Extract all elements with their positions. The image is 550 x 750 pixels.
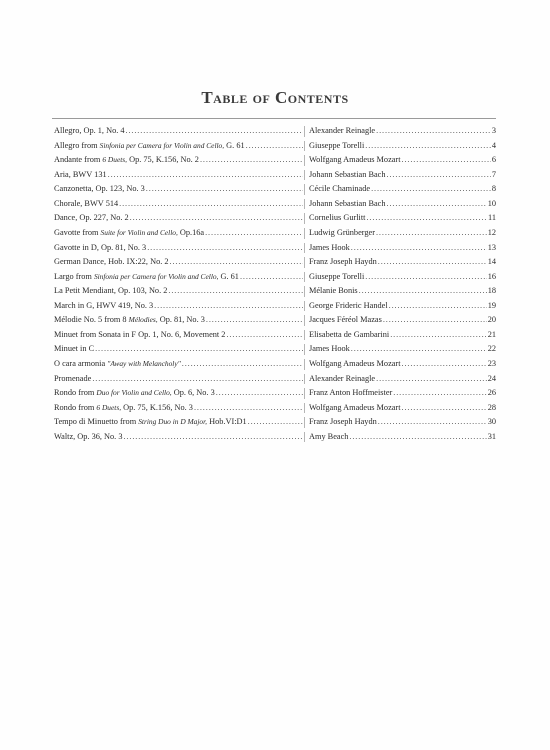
page-number: 26 [487, 388, 496, 398]
piece-title-suffix: Op.16a [177, 227, 205, 237]
column-divider [304, 257, 305, 268]
toc-composer [309, 357, 496, 372]
leader-dots [119, 197, 303, 212]
toc-composer [309, 197, 496, 212]
page-number: 3 [491, 126, 496, 135]
toc-entry[interactable] [54, 342, 496, 357]
column-divider [304, 374, 305, 385]
toc-piece [54, 313, 304, 328]
leader-dots [194, 401, 303, 416]
leader-dots [92, 372, 303, 387]
composer-name: Amy Beach [309, 431, 349, 441]
leader-dots [387, 197, 487, 212]
leader-dots [376, 372, 487, 387]
toc-composer [309, 342, 496, 357]
piece-title-suffix: Hob.VI:D1 [207, 417, 247, 427]
column-divider [304, 199, 305, 210]
leader-dots [200, 153, 303, 168]
title-rule [52, 118, 496, 119]
piece-title-suffix: Op. 6, No. 3 [171, 388, 215, 398]
piece-title-text: Minuet from Sonata in F Op. 1, No. 6, Movement 2 [54, 329, 226, 339]
leader-dots [376, 124, 491, 139]
piece-title-text: Rondo from [54, 388, 97, 398]
piece-title [54, 241, 146, 256]
piece-title-italic: Duo for Violin and Cello, [96, 388, 172, 398]
toc-piece [54, 415, 304, 430]
composer-name: Ludwig Grünberger [309, 227, 375, 237]
piece-title [54, 328, 225, 343]
piece-title [54, 372, 91, 387]
page-number: 22 [487, 344, 496, 354]
piece-title-text: German Dance, Hob. IX:22, No. 2 [54, 257, 169, 267]
toc-piece [54, 124, 304, 139]
piece-title-text: Andante from [54, 155, 103, 165]
toc-composer [309, 139, 496, 154]
page-number: 23 [487, 359, 496, 368]
column-divider [304, 388, 305, 399]
toc-piece [54, 241, 304, 256]
toc-entry[interactable] [54, 284, 496, 299]
page-number: 4 [491, 140, 496, 150]
leader-dots [402, 401, 487, 416]
leader-dots [182, 357, 303, 372]
leader-dots [402, 153, 491, 168]
piece-title-text: Dance, Op. 227, No. 2 [54, 213, 129, 223]
piece-title-italic: Suite for Violin and Cello, [100, 227, 178, 237]
piece-title-text: Mélodie No. 5 from 8 [54, 315, 129, 325]
composer-name: Alexander Reinagle [309, 126, 376, 135]
page-number: 6 [491, 155, 496, 165]
toc-composer [309, 182, 496, 197]
piece-title-italic: String Duo in D Major, [138, 417, 208, 427]
piece-title-text: Aria, BWV 131 [54, 169, 107, 179]
toc-entry[interactable] [54, 415, 496, 430]
page-number: 21 [487, 329, 496, 339]
piece-title-text: Minuet in C [54, 344, 95, 354]
composer-name: Mélanie Bonis [309, 286, 358, 296]
toc-entry[interactable] [54, 255, 496, 270]
column-divider [304, 330, 305, 341]
composer-name: Wolfgang Amadeus Mozart [309, 359, 401, 368]
leader-dots [402, 357, 487, 372]
leader-dots [365, 270, 486, 285]
toc-entry[interactable] [54, 386, 496, 401]
piece-title-italic: 6 Duets, [102, 155, 128, 165]
piece-title-text: Tempo di Minuetto from [54, 417, 139, 427]
piece-title [54, 299, 153, 314]
piece-title [54, 153, 199, 168]
piece-title [54, 182, 145, 197]
toc-entry[interactable] [54, 430, 496, 445]
composer-name: Franz Anton Hoffmeister [309, 388, 393, 398]
column-divider [304, 417, 305, 428]
toc-entry[interactable] [54, 153, 496, 168]
page-number: 28 [487, 402, 496, 412]
toc-piece [54, 182, 304, 197]
leader-dots [351, 241, 487, 256]
toc-piece [54, 342, 304, 357]
toc-composer [309, 386, 496, 401]
page-number: 31 [487, 431, 496, 441]
leader-dots [108, 168, 303, 183]
leader-dots [205, 226, 303, 241]
toc-entry[interactable] [54, 372, 496, 387]
column-divider [304, 126, 305, 137]
toc-piece [54, 372, 304, 387]
piece-title-text: La Petit Mendiant, Op. 103, No. 2 [54, 286, 168, 296]
composer-name: Franz Joseph Haydn [309, 417, 377, 427]
piece-title-text: Promenade [54, 373, 92, 383]
piece-title-text: March in G, HWV 419, No. 3 [54, 300, 154, 310]
page-number: 24 [487, 373, 496, 383]
toc-piece [54, 401, 304, 416]
composer-name: Jacques Féréol Mazas [309, 315, 382, 325]
toc-piece [54, 168, 304, 183]
piece-title [54, 226, 204, 241]
piece-title-text: Gavotte from [54, 227, 101, 237]
toc-composer [309, 153, 496, 168]
piece-title [54, 357, 181, 372]
piece-title-italic: "Away with Melancholy" [107, 359, 181, 368]
composer-name: Giuseppe Torelli [309, 140, 365, 150]
toc-piece [54, 211, 304, 226]
toc-piece [54, 139, 304, 154]
leader-dots [170, 255, 303, 270]
leader-dots [366, 211, 487, 226]
column-divider [304, 301, 305, 312]
page-number: 10 [487, 198, 496, 208]
page-number: 13 [487, 242, 496, 252]
leader-dots [246, 139, 303, 154]
page-number: 11 [488, 213, 496, 223]
column-divider [304, 184, 305, 195]
composer-name: Wolfgang Amadeus Mozart [309, 402, 401, 412]
composer-name: James Hook [309, 344, 350, 354]
column-divider [304, 286, 305, 297]
piece-title [54, 124, 125, 139]
piece-title-italic: Mélodies, [128, 315, 158, 325]
toc-piece [54, 197, 304, 212]
leader-dots [365, 139, 491, 154]
leader-dots [206, 313, 303, 328]
page-number: 14 [487, 257, 496, 267]
toc-composer [309, 241, 496, 256]
leader-dots [216, 386, 303, 401]
leader-dots [123, 430, 303, 445]
leader-dots [390, 328, 487, 343]
column-divider [304, 432, 305, 443]
toc-piece [54, 270, 304, 285]
piece-title [54, 168, 107, 183]
piece-title-suffix: Op. 75, K.156, No. 2 [127, 155, 199, 165]
piece-title-suffix: Op. 81, No. 3 [157, 315, 205, 325]
toc-composer [309, 226, 496, 241]
piece-title-suffix: G. 61 [224, 140, 245, 150]
toc-entry[interactable] [54, 182, 496, 197]
leader-dots [371, 182, 491, 197]
piece-title-italic: Sinfonia per Camera for Violin and Cello, [99, 140, 225, 150]
toc-composer [309, 284, 496, 299]
toc-entry[interactable] [54, 139, 496, 154]
leader-dots [383, 313, 487, 328]
piece-title [54, 270, 239, 285]
toc-piece [54, 226, 304, 241]
leader-dots [226, 328, 303, 343]
piece-title-suffix: G. 61 [218, 271, 239, 281]
column-divider [304, 170, 305, 181]
toc-composer [309, 299, 496, 314]
piece-title-text: Allegro, Op. 1, No. 4 [54, 126, 125, 135]
composer-name: Cornelius Gurlitt [309, 213, 366, 223]
leader-dots [378, 255, 487, 270]
leader-dots [387, 168, 491, 183]
page-number: 8 [491, 184, 496, 194]
leader-dots [393, 386, 486, 401]
column-divider [304, 403, 305, 414]
piece-title-text: Largo from [54, 271, 94, 281]
toc-piece [54, 299, 304, 314]
toc-entry[interactable] [54, 211, 496, 226]
piece-title [54, 197, 118, 212]
toc-entry[interactable] [54, 313, 496, 328]
toc-piece [54, 153, 304, 168]
piece-title-suffix: Op. 75, K.156, No. 3 [121, 402, 193, 412]
piece-title-text: Allegro from [54, 140, 100, 150]
piece-title [54, 139, 245, 154]
toc-piece [54, 328, 304, 343]
column-divider [304, 243, 305, 254]
page-number: 30 [487, 417, 496, 427]
piece-title-italic: 6 Duets, [96, 402, 122, 412]
piece-title-italic: Sinfonia per Camera for Violin and Cello, [93, 271, 219, 281]
toc-composer [309, 124, 496, 139]
toc-composer [309, 270, 496, 285]
toc-entry[interactable] [54, 299, 496, 314]
toc-entry[interactable] [54, 197, 496, 212]
composer-name: Wolfgang Amadeus Mozart [309, 155, 401, 165]
leader-dots [376, 226, 487, 241]
toc-entry[interactable] [54, 241, 496, 256]
toc-composer [309, 415, 496, 430]
page-number: 19 [487, 300, 496, 310]
piece-title [54, 386, 215, 401]
piece-title [54, 430, 122, 445]
toc-entry[interactable] [54, 226, 496, 241]
composer-name: Franz Joseph Haydn [309, 257, 377, 267]
toc-entry[interactable] [54, 401, 496, 416]
toc-entry[interactable] [54, 168, 496, 183]
leader-dots [349, 430, 486, 445]
composer-name: Elisabetta de Gambarini [309, 329, 390, 339]
piece-title [54, 284, 167, 299]
page-number: 16 [487, 271, 496, 281]
piece-title-text: Canzonetta, Op. 123, No. 3 [54, 184, 145, 194]
leader-dots [95, 342, 303, 357]
piece-title-text: Chorale, BWV 514 [54, 198, 119, 208]
leader-dots [154, 299, 303, 314]
composer-name: George Frideric Handel [309, 300, 388, 310]
leader-dots [130, 211, 303, 226]
toc-composer [309, 430, 496, 445]
piece-title-text: Rondo from [54, 402, 97, 412]
toc-composer [309, 401, 496, 416]
column-divider [304, 228, 305, 239]
piece-title [54, 415, 247, 430]
leader-dots [240, 270, 303, 285]
leader-dots [389, 299, 487, 314]
composer-name: James Hook [309, 242, 350, 252]
leader-dots [378, 415, 487, 430]
piece-title [54, 255, 169, 270]
page-number: 18 [487, 286, 496, 296]
toc-composer [309, 328, 496, 343]
toc-piece [54, 255, 304, 270]
toc-entry[interactable] [54, 124, 496, 139]
column-divider [304, 272, 305, 283]
toc-piece [54, 430, 304, 445]
leader-dots [147, 241, 303, 256]
piece-title [54, 342, 94, 357]
toc-composer [309, 211, 496, 226]
page-title: Table of Contents [201, 88, 349, 107]
composer-name: Johann Sebastian Bach [309, 169, 386, 179]
piece-title-text: Waltz, Op. 36, No. 3 [54, 431, 123, 441]
piece-title [54, 313, 205, 328]
column-divider [304, 315, 305, 326]
table-of-contents [54, 124, 496, 444]
leader-dots [126, 124, 303, 139]
column-divider [304, 155, 305, 166]
piece-title-text: Gavotte in D, Op. 81, No. 3 [54, 242, 147, 252]
composer-name: Alexander Reinagle [309, 373, 376, 383]
piece-title [54, 401, 193, 416]
column-divider [304, 344, 305, 355]
leader-dots [168, 284, 303, 299]
page-number: 12 [487, 227, 496, 237]
toc-composer [309, 372, 496, 387]
toc-piece [54, 386, 304, 401]
leader-dots [359, 284, 487, 299]
composer-name: Giuseppe Torelli [309, 271, 365, 281]
page-number: 20 [487, 315, 496, 325]
leader-dots [248, 415, 303, 430]
toc-composer [309, 313, 496, 328]
toc-entry[interactable] [54, 270, 496, 285]
composer-name: Cécile Chaminade [309, 184, 371, 194]
toc-piece [54, 284, 304, 299]
column-divider [304, 141, 305, 152]
page-number: 7 [491, 169, 496, 179]
piece-title [54, 211, 129, 226]
toc-entry[interactable] [54, 357, 496, 372]
composer-name: Johann Sebastian Bach [309, 198, 386, 208]
column-divider [304, 359, 305, 370]
toc-composer [309, 168, 496, 183]
leader-dots [351, 342, 487, 357]
toc-piece [54, 357, 304, 372]
piece-title-text: O cara armonia [54, 359, 108, 368]
toc-composer [309, 255, 496, 270]
toc-entry[interactable] [54, 328, 496, 343]
column-divider [304, 213, 305, 224]
leader-dots [146, 182, 303, 197]
